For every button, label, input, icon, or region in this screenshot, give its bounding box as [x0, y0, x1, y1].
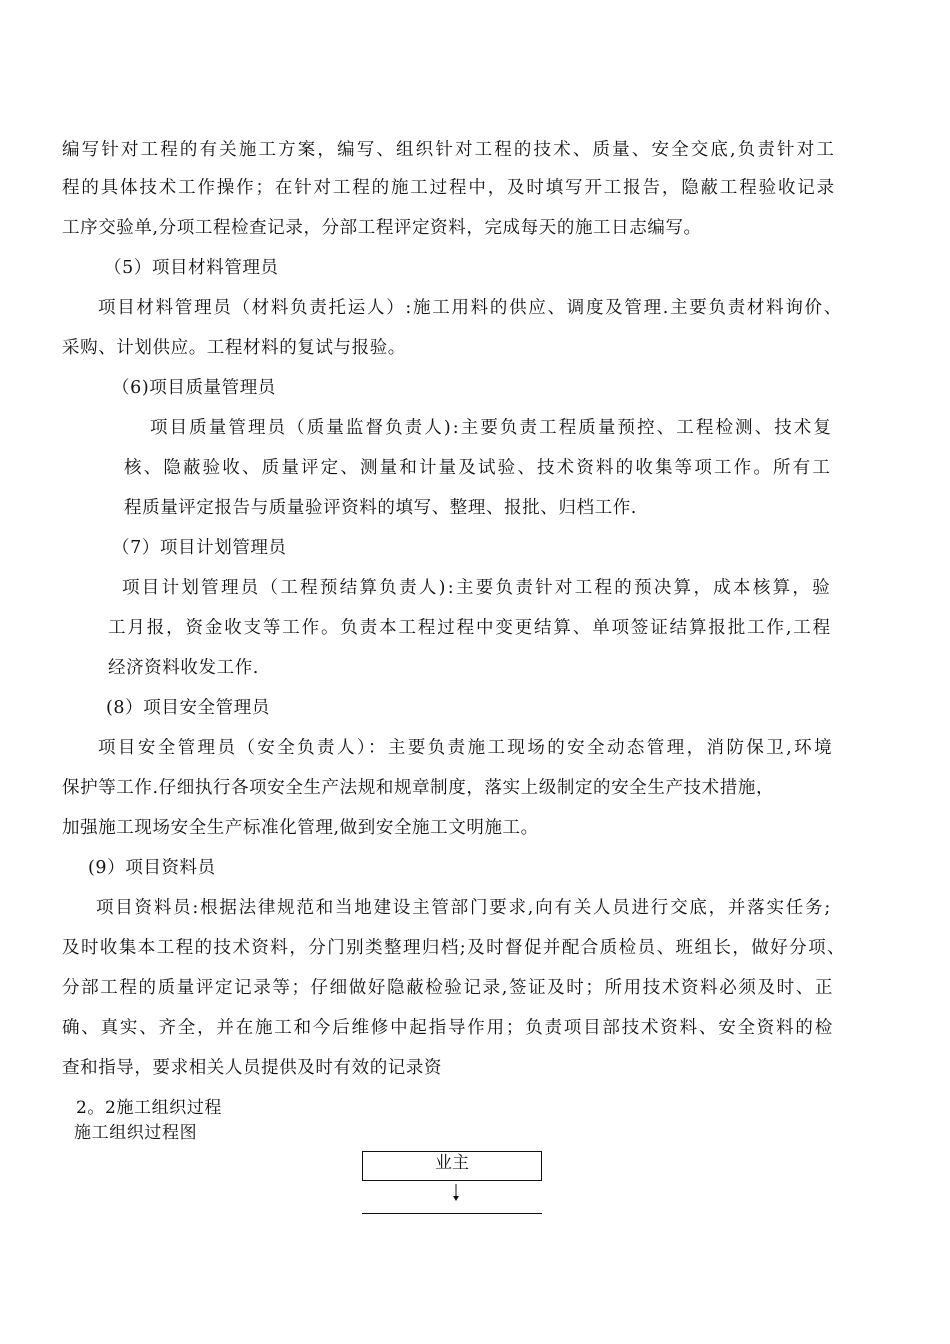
- diagram-box-owner: [362, 1151, 542, 1181]
- text-line: 查和指导，要求相关人员提供及时有效的记录资: [62, 1058, 443, 1078]
- section-label: (8）项目安全管理员: [106, 698, 270, 718]
- text-line: 采购、计划供应。工程材料的复试与报验。: [62, 338, 406, 358]
- text-line: 及时收集本工程的技术资料，分门别类整理归档;及时督促并配合质检员、班组长，做好分项、: [62, 938, 846, 958]
- text-line: 程的具体技术工作操作；在针对工程的施工过程中，及时填写开工报告，隐蔽工程验收记录: [62, 178, 836, 198]
- text-line: 项目安全管理员（安全负责人）：主要负责施工现场的安全动态管理，消防保卫,环境: [98, 738, 834, 758]
- section-label: (9）项目资料员: [88, 858, 216, 878]
- text-line: 项目材料管理员（材料负责托运人）:施工用料的供应、调度及管理.主要负责材料询价、: [98, 298, 843, 318]
- section-label: （7）项目计划管理员: [112, 538, 287, 558]
- text-line: 项目质量管理员（质量监督负责人):主要负责工程质量预控、工程检测、技术复: [150, 418, 833, 438]
- text-line: 工月报，资金收支等工作。负责本工程过程中变更结算、单项签证结算报批工作,工程: [108, 618, 832, 638]
- section-label: （6)项目质量管理员: [112, 378, 276, 398]
- down-arrow-icon: [451, 1184, 461, 1202]
- diagram-box-label: 业主: [435, 1153, 469, 1173]
- text-line: 确、真实、齐全，并在施工和今后维修中起指导作用；负责项目部技术资料、安全资料的检: [62, 1018, 834, 1038]
- section-heading: 2。2施工组织过程: [76, 1098, 223, 1118]
- text-line: 项目计划管理员（工程预结算负责人):主要负责针对工程的预决算，成本核算，验: [122, 578, 832, 598]
- diagram-title: 施工组织过程图: [74, 1123, 198, 1143]
- section-label: （5）项目材料管理员: [104, 258, 279, 278]
- text-line: 项目资料员:根据法律规范和当地建设主管部门要求,向有关人员进行交底，并落实任务;: [96, 898, 832, 918]
- text-line: 加强施工现场安全生产标准化管理,做到安全施工文明施工。: [62, 818, 539, 838]
- text-line: 工序交验单,分项工程检查记录，分部工程评定资料，完成每天的施工日志编写。: [62, 218, 702, 238]
- text-line: 经济资料收发工作.: [108, 658, 259, 678]
- text-line: 分部工程的质量评定记录等；仔细做好隐蔽检验记录,签证及时；所用技术资料必须及时、正: [62, 978, 834, 998]
- text-line: 保护等工作.仔细执行各项安全生产法规和规章制度，落实上级制定的安全生产技术措施，: [62, 778, 775, 798]
- diagram-line: [362, 1213, 542, 1214]
- text-line: 程质量评定报告与质量验评资料的填写、整理、报批、归档工作.: [124, 498, 637, 518]
- text-line: 核、隐蔽验收、质量评定、测量和计量及试验、技术资料的收集等项工作。所有工: [124, 458, 832, 478]
- text-line: 编写针对工程的有关施工方案，编写、组织针对工程的技术、质量、安全交底,负责针对工: [62, 140, 836, 160]
